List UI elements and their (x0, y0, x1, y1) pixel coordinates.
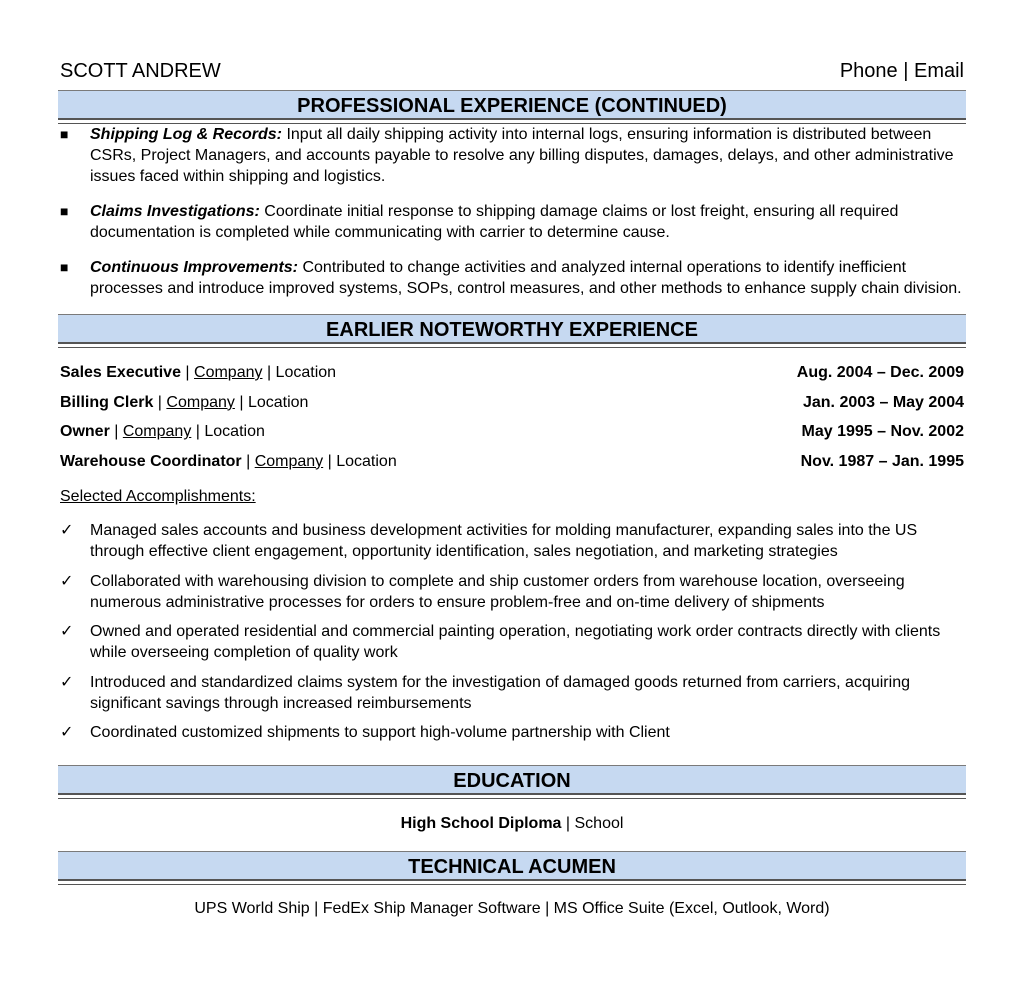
checkmark-icon: ✓ (60, 673, 74, 691)
job-title: Sales Executive (60, 364, 181, 381)
accomplishment-text: Collaborated with warehousing division to complete and ship customer orders from warehouse location, overseeing numerous administrative processes for orders to ensure problem-free and on-time delivery of shipments (90, 572, 905, 611)
bullet-text: Coordinate initial response to shipping damage claims or lost freight, ensuring all required documentation is completed while communicating with carrier to determine cause. (90, 203, 899, 241)
experience-bullet (60, 257, 964, 299)
experience-bullet (60, 201, 964, 243)
job-list (60, 362, 964, 480)
job-title: Warehouse Coordinator (60, 452, 242, 470)
square-bullet-icon: ■ (60, 259, 69, 275)
accomplishments-list (60, 520, 964, 752)
separator: | (234, 393, 248, 411)
accomplishment-text: Introduced and standardized claims system for the investigation of damaged goods returned from carriers, acquiring significant savings through increased reimbursements (90, 673, 910, 712)
job-location: Location (204, 423, 265, 441)
job-location: Location (336, 452, 397, 470)
candidate-name: SCOTT ANDREW (60, 60, 221, 82)
job-row (60, 421, 964, 451)
bullet-lead: Continuous Improvements: (90, 259, 299, 276)
job-location: Location (275, 364, 337, 381)
bullet-lead: Claims Investigations: (90, 203, 260, 220)
experience-bullet-list (60, 124, 964, 299)
section-header-education: EDUCATION (58, 765, 966, 795)
checkmark-icon: ✓ (60, 522, 74, 539)
separator: | (323, 452, 337, 470)
bullet-text: Input all daily shipping activity into internal logs, ensuring information is distributed between CSRs, Project Managers, and accounts payable to resolve any billing disputes, damages, delays, and other administrative issues faced within shipping and logistics. (90, 126, 954, 185)
job-company: Company (194, 364, 263, 381)
accomplishment-text: Owned and operated residential and commercial painting operation, negotiating work order contracts directly with clients while overseeing completion of quality work (90, 623, 941, 661)
separator: | (153, 393, 167, 411)
separator: | (180, 364, 195, 381)
job-title: Billing Clerk (60, 393, 154, 411)
section-header-technical: TECHNICAL ACUMEN (58, 851, 966, 881)
square-bullet-icon: ■ (60, 126, 69, 142)
education-line (60, 815, 964, 833)
job-row (60, 451, 964, 481)
job-dates: May 1995 – Nov. 2002 (801, 423, 964, 441)
section-header-experience-continued: PROFESSIONAL EXPERIENCE (CONTINUED) (58, 90, 966, 120)
technical-skills-line: UPS World Ship | FedEx Ship Manager Software | MS Office Suite (Excel, Outlook, Word) (194, 900, 830, 917)
separator: | (561, 815, 575, 832)
accomplishment-item (60, 722, 964, 743)
education-school: School (574, 815, 624, 832)
job-company: Company (166, 393, 235, 411)
job-title: Owner (60, 423, 110, 441)
job-location: Location (247, 393, 309, 411)
job-dates: Aug. 2004 – Dec. 2009 (796, 364, 964, 381)
accomplishment-item (60, 571, 964, 613)
accomplishment-item (60, 621, 964, 663)
separator: | (109, 423, 123, 441)
accomplishments-heading: Selected Accomplishments: (60, 488, 256, 505)
separator: | (191, 423, 205, 441)
checkmark-icon: ✓ (60, 724, 74, 741)
bullet-lead: Shipping Log & Records: (90, 126, 282, 143)
bullet-text: Contributed to change activities and analyzed internal operations to identify inefficient processes and introduce improved systems, SOPs, control measures, and other methods to enhance supply chain division. (90, 259, 962, 297)
job-company: Company (122, 423, 192, 441)
job-row (60, 362, 964, 392)
experience-bullet (60, 124, 964, 187)
accomplishment-item (60, 520, 964, 562)
accomplishment-text: Coordinated customized shipments to support high-volume partnership with Client (90, 724, 670, 741)
contact-info: Phone | Email (839, 60, 964, 82)
job-company: Company (254, 452, 324, 470)
job-dates: Jan. 2003 – May 2004 (802, 393, 964, 411)
square-bullet-icon: ■ (60, 203, 69, 219)
separator: | (241, 452, 255, 470)
accomplishment-item (60, 672, 964, 714)
checkmark-icon: ✓ (60, 572, 74, 590)
job-row (60, 392, 964, 422)
accomplishment-text: Managed sales accounts and business development activities for molding manufacturer, expanding sales into the US through effective client engagement, opportunity identification, sales negotiation, and marketing strategies (90, 522, 918, 560)
resume-header (60, 60, 964, 83)
section-header-earlier-experience: EARLIER NOTEWORTHY EXPERIENCE (58, 314, 966, 344)
checkmark-icon: ✓ (60, 623, 74, 640)
separator: | (262, 364, 276, 381)
job-dates: Nov. 1987 – Jan. 1995 (800, 452, 964, 470)
education-degree: High School Diploma (400, 815, 562, 832)
